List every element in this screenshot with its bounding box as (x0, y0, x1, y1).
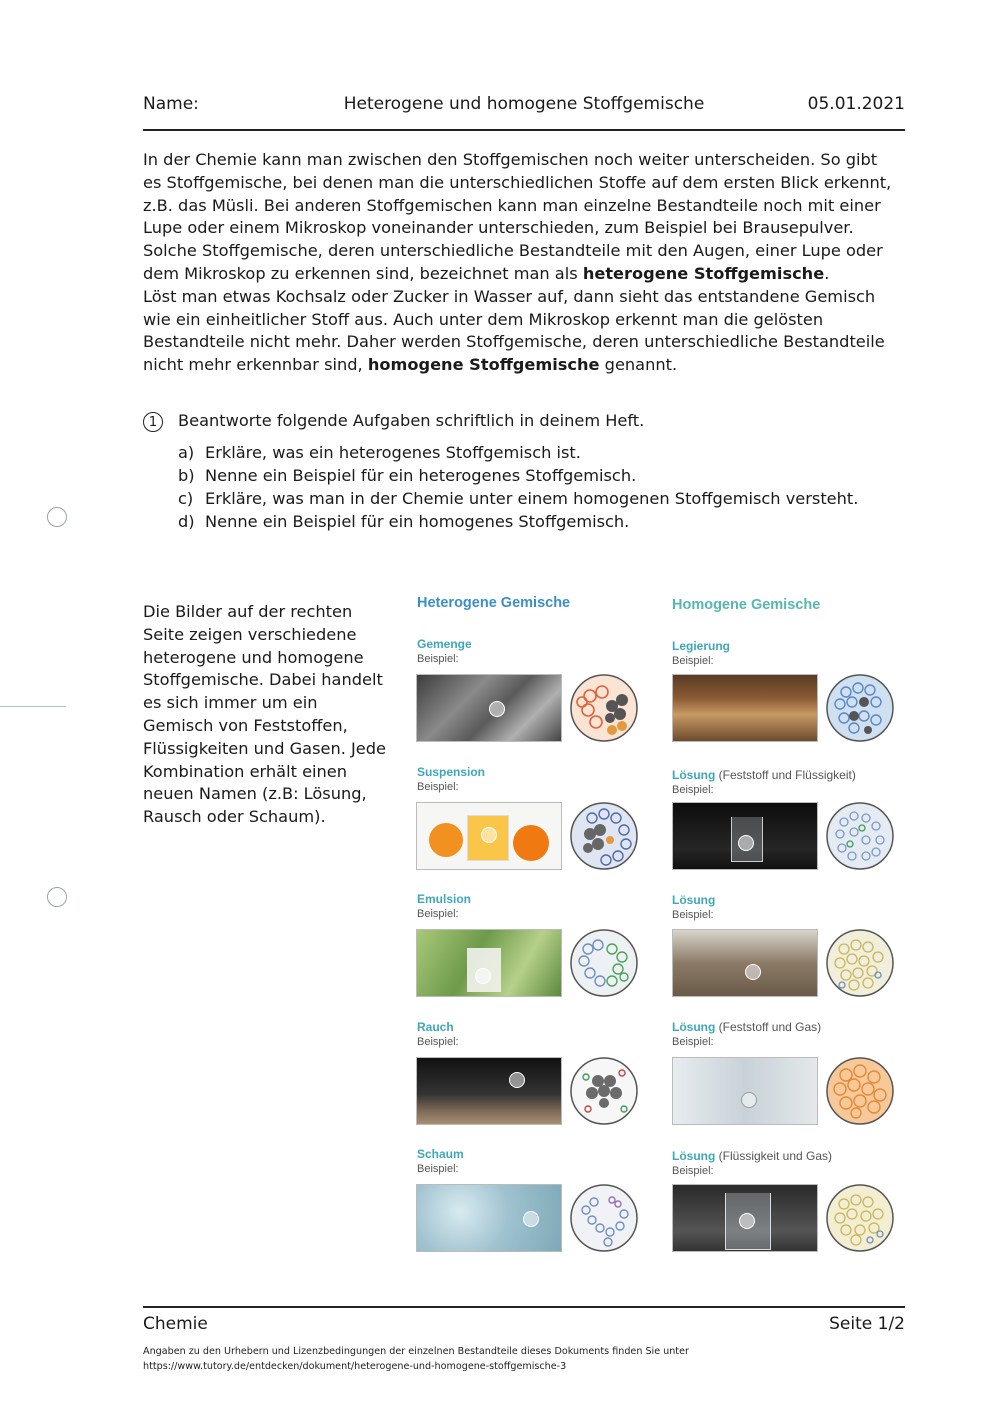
label-text: Lösung (672, 768, 716, 782)
footer-subject: Chemie (143, 1314, 208, 1334)
footer-divider (143, 1306, 905, 1308)
intro-line: Solche Stoffgemische, deren unterschiedliche Bestandteile mit den Augen, einer Lupe oder (143, 241, 883, 261)
particle-zoom-loesung-fluessig-gas (824, 1182, 896, 1254)
label-detail: (Feststoff und Flüssigkeit) (718, 768, 856, 782)
heterogen-heading: Heterogene Gemische (417, 595, 571, 611)
task-item-text: Nenne ein Beispiel für ein homogenes Stoffgemisch. (205, 512, 630, 531)
intro-text: genannt. (599, 355, 678, 375)
footer-page-number: Seite 1/2 (829, 1314, 905, 1334)
magnifier-marker (741, 1092, 757, 1108)
mixtures-figure (408, 588, 908, 1268)
photo-milk-pour (416, 929, 562, 997)
example-label: Beispiel: (672, 1165, 714, 1177)
license-credit (143, 1344, 689, 1374)
intro-text: dem Mikroskop zu erkennen sind, bezeichnet man als (143, 263, 583, 283)
label-loesung: Lösung (672, 893, 716, 907)
term-heterogen: heterogene Stoffgemische (582, 263, 825, 283)
task-item (178, 512, 629, 531)
description-line: neuen Namen (z.B: Lösung, (143, 784, 367, 804)
particle-zoom-loesung-fest-gas (824, 1055, 896, 1127)
task-item-text: Erkläre, was ein heterogenes Stoffgemisch ist. (205, 443, 581, 462)
description-line: heterogene und homogene (143, 647, 364, 667)
intro-text: nicht mehr erkennbar sind, (143, 355, 368, 375)
orange-shape (429, 823, 463, 857)
credit-line: Angaben zu den Urhebern und Lizenzbedingungen der einzelnen Bestandteile dieses Dokuments finden Sie unter (143, 1346, 689, 1357)
intro-line: Löst man etwas Kochsalz oder Zucker in Wasser auf, dann sieht das entstandene Gemisch (143, 286, 876, 306)
punch-hole-top (47, 507, 67, 527)
magnifier-marker (739, 1213, 755, 1229)
task-item-text: Nenne ein Beispiel für ein heterogenes Stoffgemisch. (205, 466, 637, 485)
particle-zoom-loesung (824, 927, 896, 999)
task-item (178, 466, 636, 485)
label-text: Lösung (672, 1149, 716, 1163)
intro-line: Lupe oder einem Mikroskop voneinander unterschieden, zum Beispiel bei Brausepulver. (143, 218, 854, 238)
intro-text: . (824, 263, 830, 283)
magnifier-marker (489, 701, 505, 717)
magnifier-marker (745, 964, 761, 980)
description-line: Die Bilder auf der rechten (143, 602, 353, 621)
credit-url[interactable]: https://www.tutory.de/entdecken/dokument/heterogene-und-homogene-stoffgemische-3 (143, 1361, 567, 1372)
intro-line (143, 354, 913, 377)
example-label: Beispiel: (672, 784, 714, 796)
task-item (178, 443, 581, 462)
page-title: Heterogene und homogene Stoffgemische (343, 94, 705, 114)
photo-granite (416, 674, 562, 742)
description-line: es sich immer um ein (143, 693, 318, 713)
label-loesung-fluessig-gas (672, 1149, 832, 1163)
particle-zoom-schaum (568, 1182, 640, 1254)
name-label: Name: (143, 94, 199, 114)
magnifier-marker (738, 835, 754, 851)
label-legierung: Legierung (672, 639, 731, 653)
example-label: Beispiel: (417, 1163, 459, 1175)
photo-orange-juice (416, 802, 562, 870)
punch-hole-bottom (47, 887, 67, 907)
intro-line: z.B. das Müsli. Bei anderen Stoffgemischen kann man einzelne Bestandteile noch mit einer (143, 195, 881, 215)
label-loesung-fest-fluessig (672, 768, 856, 782)
intro-paragraph (143, 149, 913, 377)
intro-line: Bestandteile nicht mehr. Daher werden Stoffgemische, deren unterschiedliche Bestandteile (143, 332, 885, 352)
description-line: Seite zeigen verschiedene (143, 624, 357, 644)
label-detail: (Feststoff und Gas) (718, 1020, 822, 1034)
label-loesung-fest-gas (672, 1020, 821, 1034)
photo-foam (416, 1184, 562, 1252)
description-line: Rausch oder Schaum). (143, 807, 326, 827)
photo-smoke (416, 1057, 562, 1125)
magnifier-marker (523, 1211, 539, 1227)
page-header (143, 94, 905, 120)
task-number-badge: 1 (143, 412, 163, 432)
homogen-heading: Homogene Gemische (672, 597, 821, 613)
header-divider (143, 129, 905, 131)
orange-shape (513, 825, 549, 861)
photo-tea-glass (672, 929, 818, 997)
particle-zoom-emulsion (568, 927, 640, 999)
label-rauch: Rauch (417, 1020, 454, 1034)
photo-metal-plate (672, 1057, 818, 1125)
particle-zoom-rauch (568, 1055, 640, 1127)
task-instruction: Beantworte folgende Aufgaben schriftlich in deinem Heft. (178, 411, 645, 430)
particle-zoom-loesung-fest-fluessig (824, 800, 896, 872)
intro-line: In der Chemie kann man zwischen den Stoffgemischen noch weiter unterscheiden. So gibt (143, 150, 878, 169)
intro-line: es Stoffgemische, bei denen man die unterschiedlichen Stoffe auf dem ersten Blick erkennt, (143, 172, 892, 192)
photo-beaker (672, 802, 818, 870)
label-suspension: Suspension (417, 765, 486, 779)
particle-zoom-legierung (824, 672, 896, 744)
description-line: Stoffgemische. Dabei handelt (143, 670, 383, 690)
label-text: Lösung (672, 1020, 716, 1034)
description-line: Gemisch von Feststoffen, (143, 715, 348, 735)
task-item-letter: b) (178, 466, 195, 485)
term-homogen: homogene Stoffgemische (367, 355, 600, 375)
example-label: Beispiel: (417, 653, 459, 665)
description-line: Flüssigkeiten und Gasen. Jede (143, 738, 386, 758)
particle-zoom-suspension (568, 800, 640, 872)
description-line: Kombination erhält einen (143, 761, 348, 781)
task-item-letter: a) (178, 443, 195, 462)
label-emulsion: Emulsion (417, 892, 472, 906)
photo-sparkling-water (672, 1184, 818, 1252)
intro-line (143, 263, 913, 286)
example-label: Beispiel: (672, 655, 714, 667)
example-label: Beispiel: (672, 909, 714, 921)
task-item-letter: d) (178, 512, 195, 531)
intro-line: wie ein einheitlicher Stoff aus. Auch unter dem Mikroskop erkennt man die gelösten (143, 309, 824, 329)
photo-screws (672, 674, 818, 742)
example-label: Beispiel: (672, 1036, 714, 1048)
example-label: Beispiel: (417, 1036, 459, 1048)
task-item-letter: c) (178, 489, 194, 508)
date: 05.01.2021 (807, 94, 905, 114)
figure-description (143, 601, 393, 829)
task-item-text: Erkläre, was man in der Chemie unter einem homogenen Stoffgemisch versteht. (205, 489, 859, 508)
magnifier-marker (481, 827, 497, 843)
particle-zoom-gemenge (568, 672, 640, 744)
label-gemenge: Gemenge (417, 637, 472, 651)
label-detail: (Flüssigkeit und Gas) (718, 1149, 833, 1163)
label-schaum: Schaum (417, 1147, 464, 1161)
example-label: Beispiel: (417, 908, 459, 920)
task-item (178, 489, 858, 508)
magnifier-marker (475, 968, 491, 984)
magnifier-marker (509, 1072, 525, 1088)
example-label: Beispiel: (417, 781, 459, 793)
fold-mark (0, 706, 66, 707)
